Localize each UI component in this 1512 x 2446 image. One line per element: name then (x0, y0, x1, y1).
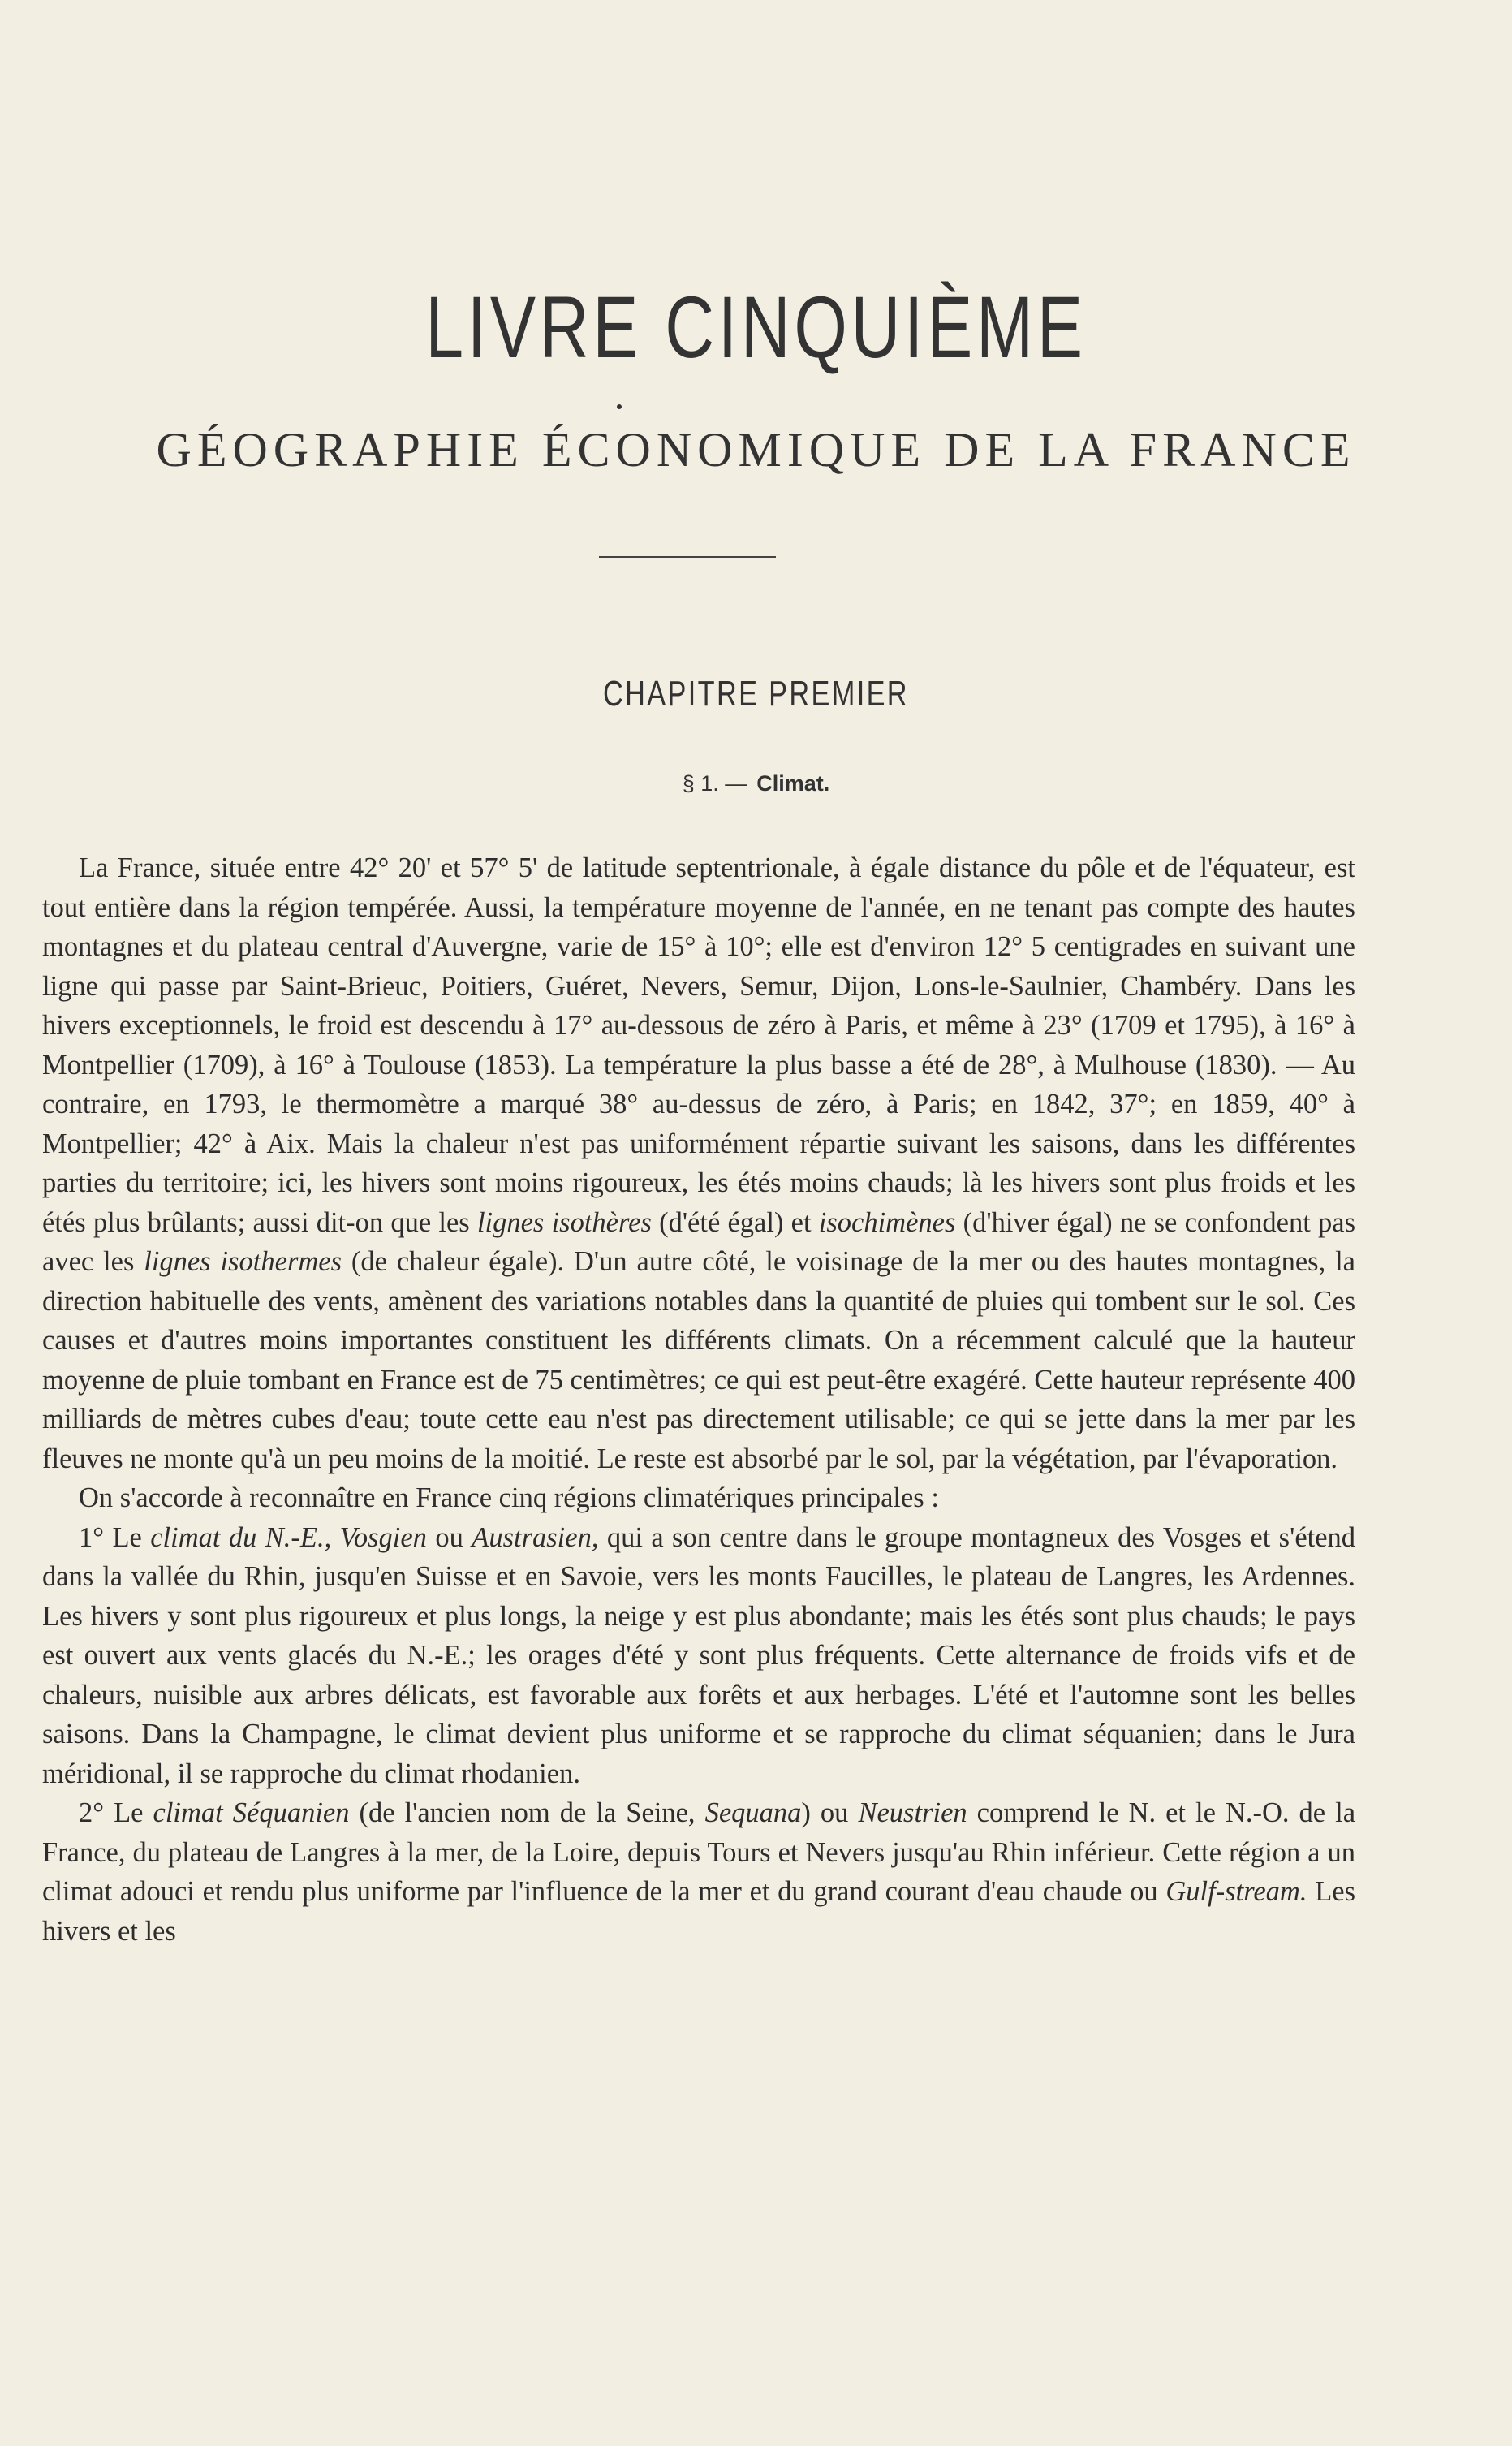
text-run: ou (435, 1521, 463, 1553)
italic-term: Austrasien, (472, 1521, 599, 1553)
text-run: (de l'ancien nom de la Seine, (359, 1797, 696, 1828)
italic-term: climat Séquanien (153, 1797, 350, 1828)
italic-term: lignes isothères (476, 1206, 652, 1238)
section-title: Climat. (756, 771, 830, 796)
text-run: La France, située entre 42° 20' et 57° 5' de latitude septentrionale, à égale distance du pôle et de l'équateur, est tout entière dans la région tempérée. Aussi, la température moyenne de l'année, en ne tenant pas compte des hautes montagnes et du plateau central d'Auvergne, varie de 15° à 10°; elle est d'environ 12° 5 centigrades en suivant une ligne qui passe par Saint-Brieuc, Poitiers, Guéret, Nevers, Semur, Dijon, Lons-le-Saulnier, Chambéry. Dans les hivers exceptionnels, le froid est descendu à 17° au-dessous de zéro à Paris, et même à 23° (1709 et 1795), à 16° à Montpellier (1709), à 16° à Toulouse (1853). La température la plus basse a été de 28°, à Mulhouse (1830). — Au contraire, en 1793, le thermomètre a marqué 38° au-dessus de zéro, à Paris; en 1842, 37°; en 1859, 40° à Montpellier; 42° à Aix. Mais la chaleur n'est pas uniformément répartie suivant les saisons, dans les différentes parties du territoire; ici, les hivers sont moins rigoureux, les étés moins chauds; là les hivers sont plus froids et les étés plus brûlants; aussi dit-on que les (42, 852, 1355, 1238)
section-heading (0, 771, 1512, 796)
text-run: qui a son centre dans le groupe montagneux des Vosges et s'étend dans la vallée du Rhin, jusqu'en Suisse et en Savoie, vers les monts Faucilles, le plateau de Langres, les Ardennes. Les hivers y sont plus rigoureux et plus longs, la neige y est plus abondante; mais les étés sont plus chauds; le pays est ouvert aux vents glacés du N.-E.; les orages d'été y sont plus fréquents. Cette alternance de froids vifs et de chaleurs, nuisible aux arbres délicats, est favorable aux forêts et aux herbages. L'été et l'automne sont les belles saisons. Dans la Champagne, le climat devient plus uniforme et se rapproche du climat séquanien; dans le Jura méridional, il se rapproche du climat rhodanien. (42, 1521, 1356, 1789)
body-text (42, 848, 1355, 1951)
text-run: 2° Le (79, 1797, 144, 1828)
book-subtitle: GÉOGRAPHIE ÉCONOMIQUE DE LA FRANCE (156, 423, 1356, 477)
chapter-heading: CHAPITRE PREMIER (603, 674, 909, 714)
ornament-dot (617, 404, 622, 409)
italic-term: climat du N.-E., Vosgien (150, 1521, 427, 1553)
paragraph-climate-northeast (42, 1518, 1355, 1794)
title-divider (599, 556, 776, 558)
text-run: comprend le N. et le N.-O. de la France, du plateau de Langres à la mer, de la Loire, depuis Tours et Nevers jusqu'au Rhin inférieur. Cette région a un climat adouci et rendu plus uniforme par l'influence de la mer et du grand courant d'eau chaude ou (42, 1797, 1356, 1907)
text-run: Les hivers et les (42, 1876, 1356, 1947)
text-run: 1° Le (79, 1521, 142, 1553)
paragraph-climate-regions-intro: On s'accorde à reconnaître en France cinq régions climatériques principales : (79, 1482, 939, 1513)
paragraph-climate-overview (42, 848, 1355, 1478)
text-run: (d'été égal) et (659, 1206, 812, 1238)
text-run: ) ou (801, 1797, 849, 1828)
paragraph-climate-sequanien (42, 1793, 1355, 1951)
section-number: § 1. — (682, 771, 747, 796)
text-run: (d'hiver égal) ne se confondent pas avec les (42, 1206, 1355, 1277)
italic-term: lignes isothermes (144, 1246, 342, 1277)
italic-term: Sequana (704, 1797, 802, 1828)
italic-term: Neustrien (858, 1797, 967, 1828)
italic-term: isochimènes (818, 1206, 956, 1238)
text-run: (de chaleur égale). D'un autre côté, le voisinage de la mer ou des hautes montagnes, la direction habituelle des vents, amènent des variations notables dans la quantité de pluies qui tombent sur le sol. Ces causes et d'autres moins importantes constituent les différents climats. On a récemment calculé que la hauteur moyenne de pluie tombant en France est de 75 centimètres; ce qui est peut-être exagéré. Cette hauteur représente 400 milliards de mètres cubes d'eau; toute cette eau n'est pas directement utilisable; ce qui se jette dans la mer par les fleuves ne monte qu'à un peu moins de la moitié. Le reste est absorbé par le sol, par la végétation, par l'évaporation. (42, 1246, 1355, 1474)
italic-term: Gulf-stream. (1165, 1876, 1307, 1907)
book-title: LIVRE CINQUIÈME (425, 278, 1087, 376)
